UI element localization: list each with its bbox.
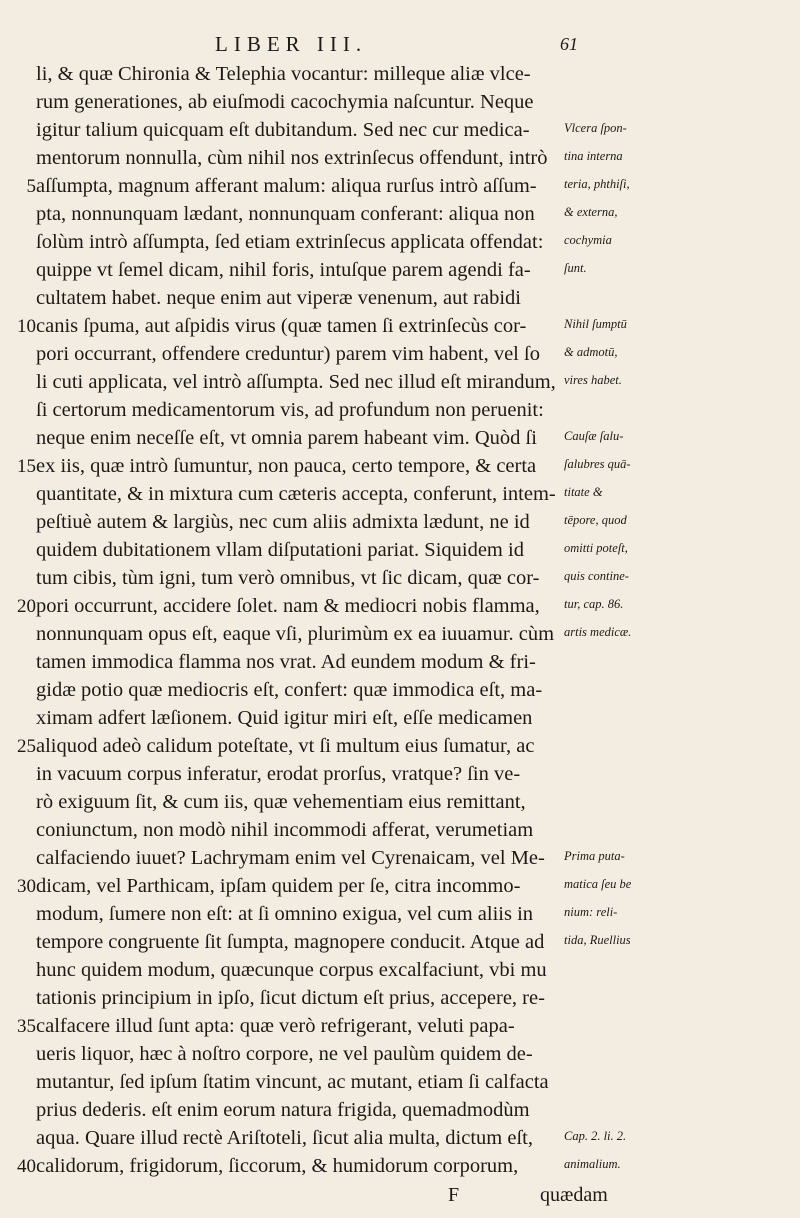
text-line (0, 930, 800, 954)
text-line (0, 510, 800, 534)
line-text: gidæ potio quæ mediocris eſt, confert: quæ immodica eſt, ma- (36, 679, 543, 701)
text-line (0, 1070, 800, 1094)
text-line (0, 118, 800, 142)
text-line (0, 62, 800, 86)
line-text: pori occurrant, offendere creduntur) parem vim habent, vel ſo (36, 343, 540, 365)
marginal-note: teria, phthiſi, (564, 177, 630, 191)
page-header (0, 32, 800, 60)
marginal-note: tur, cap. 86. (564, 597, 624, 611)
line-text: canis ſpuma, aut aſpidis virus (quæ tamen ſi extrinſecùs cor- (36, 315, 527, 337)
marginal-note: artis medicæ. (564, 625, 632, 639)
line-text: ueris liquor, hæc à noſtro corpore, ne vel paulùm quidem de- (36, 1043, 533, 1065)
text-line (0, 706, 800, 730)
line-text: tum cibis, tùm igni, tum verò omnibus, vt ſic dicam, quæ cor- (36, 567, 540, 589)
line-text: peſtiuè autem & largiùs, nec cum aliis admixta lædunt, ne id (36, 511, 530, 533)
text-line (0, 790, 800, 814)
line-text: calfaciendo iuuet? Lachrymam enim vel Cyrenaicam, vel Me- (36, 847, 545, 869)
line-text: ſi certorum medicamentorum vis, ad profundum non peruenit: (36, 399, 544, 421)
line-text: coniunctum, non modò nihil incommodi afferat, verumetiam (36, 819, 534, 841)
marginal-note: ſalubres quā- (564, 457, 631, 471)
marginal-note: Cauſæ ſalu- (564, 429, 624, 443)
text-line (0, 174, 800, 198)
text-line (0, 958, 800, 982)
line-number: 35 (17, 1016, 36, 1037)
line-text: quidem dubitationem vllam diſputationi pariat. Siquidem id (36, 539, 524, 561)
text-line (0, 874, 800, 898)
text-line (0, 1098, 800, 1122)
text-line (0, 230, 800, 254)
line-text: ſolùm intrò aſſumpta, ſed etiam extrinſecus applicata offendat: (36, 231, 544, 253)
line-text: igitur talium quicquam eſt dubitandum. Sed nec cur medica- (36, 119, 530, 141)
line-text: quantitate, & in mixtura cum cæteris accepta, conferunt, intem- (36, 483, 556, 505)
marginal-note: & admotū, (564, 345, 618, 359)
catchline (0, 1184, 800, 1210)
text-line (0, 1014, 800, 1038)
marginal-note: ſunt. (564, 261, 587, 275)
signature-mark: F (448, 1184, 460, 1206)
line-text: tamen immodica flamma nos vrat. Ad eundem modum & fri- (36, 651, 536, 673)
text-line (0, 1126, 800, 1150)
text-line (0, 594, 800, 618)
line-text: cultatem habet. neque enim aut viperæ venenum, aut rabidi (36, 287, 522, 309)
line-number: 10 (17, 316, 36, 337)
text-line (0, 454, 800, 478)
marginal-note: Prima puta- (564, 849, 625, 863)
line-text: li cuti applicata, vel intrò aſſumpta. Sed nec illud eſt mirandum, (36, 371, 556, 393)
line-text: li, & quæ Chironia & Telephia vocantur: milleque aliæ vlce- (36, 63, 531, 85)
marginal-note: tida, Ruellius (564, 933, 631, 947)
marginal-note: vires habet. (564, 373, 622, 387)
marginal-note: & externa, (564, 205, 618, 219)
marginal-note: matica ſeu be (564, 877, 632, 891)
line-text: neque enim neceſſe eſt, vt omnia parem habeant vim. Quòd ſi (36, 427, 537, 449)
text-line (0, 370, 800, 394)
text-line (0, 90, 800, 114)
text-line (0, 538, 800, 562)
text-line (0, 146, 800, 170)
line-text: nonnunquam opus eſt, eaque vſi, plurimùm ex ea iuuamur. cùm (36, 623, 555, 645)
marginal-note: Nihil ſumptū (564, 317, 627, 331)
line-text: pori occurrunt, accidere ſolet. nam & mediocri nobis flamma, (36, 595, 540, 617)
line-text: quippe vt ſemel dicam, nihil foris, intuſque parem agendi fa- (36, 259, 531, 281)
marginal-note: quis contine- (564, 569, 629, 583)
line-text: hunc quidem modum, quæcunque corpus excalfaciunt, vbi mu (36, 959, 547, 981)
text-line (0, 986, 800, 1010)
text-line (0, 650, 800, 674)
text-line (0, 314, 800, 338)
text-line (0, 482, 800, 506)
line-text: rò exiguum ſit, & cum iis, quæ vehementiam eius remittant, (36, 791, 526, 813)
marginal-note: Vlcera ſpon- (564, 121, 627, 135)
text-line (0, 622, 800, 646)
text-line (0, 566, 800, 590)
marginal-note: tina interna (564, 149, 623, 163)
line-text: modum, ſumere non eſt: at ſi omnino exigua, vel cum aliis in (36, 903, 534, 925)
line-text: ex iis, quæ intrò ſumuntur, non pauca, certo tempore, & certa (36, 455, 537, 477)
line-text: pta, nonnunquam lædant, nonnunquam conferant: aliqua non (36, 203, 535, 225)
text-line (0, 202, 800, 226)
line-number: 25 (17, 736, 36, 757)
running-head: LIBER III. (215, 32, 368, 56)
text-line (0, 286, 800, 310)
marginal-note: Cap. 2. li. 2. (564, 1129, 627, 1143)
line-text: calfacere illud ſunt apta: quæ verò refrigerant, veluti papa- (36, 1015, 515, 1037)
marginal-note: nium: reli- (564, 905, 618, 919)
marginal-note: cochymia (564, 233, 612, 247)
line-text: tationis principium in ipſo, ſicut dictum eſt prius, accepere, re- (36, 987, 545, 1009)
line-text: calidorum, frigidorum, ſiccorum, & humidorum corporum, (36, 1155, 519, 1177)
text-line (0, 1042, 800, 1066)
text-line (0, 762, 800, 786)
line-text: dicam, vel Parthicam, ipſam quidem per ſe, citra incommo- (36, 875, 521, 897)
text-line (0, 426, 800, 450)
text-line (0, 398, 800, 422)
line-text: aqua. Quare illud rectè Ariſtoteli, ſicut alia multa, dictum eſt, (36, 1127, 533, 1149)
text-line (0, 734, 800, 758)
line-text: prius dederis. eſt enim eorum natura frigida, quemadmodùm (36, 1099, 530, 1121)
line-text: in vacuum corpus inferatur, erodat prorſus, vratque? ſin ve- (36, 763, 521, 785)
line-number: 20 (17, 596, 36, 617)
text-line (0, 258, 800, 282)
text-line (0, 342, 800, 366)
text-line (0, 846, 800, 870)
marginal-note: tēpore, quod (564, 513, 627, 527)
text-line (0, 678, 800, 702)
text-line (0, 1154, 800, 1178)
line-text: mentorum nonnulla, cùm nihil nos extrinſecus offendunt, intrò (36, 147, 548, 169)
marginal-note: omitti poteſt, (564, 541, 628, 555)
text-line (0, 902, 800, 926)
line-text: tempore congruente ſit ſumpta, magnopere conducit. Atque ad (36, 931, 545, 953)
line-number: 40 (17, 1156, 36, 1177)
line-number: 15 (17, 456, 36, 477)
line-text: aſſumpta, magnum afferant malum: aliqua rurſus intrò aſſum- (36, 175, 537, 197)
catchword: quædam (540, 1184, 608, 1206)
marginal-note: animalium. (564, 1157, 621, 1171)
line-text: mutantur, ſed ipſum ſtatim vincunt, ac mutant, etiam ſi calfacta (36, 1071, 549, 1093)
line-text: aliquod adeò calidum poteſtate, vt ſi multum eius ſumatur, ac (36, 735, 535, 757)
text-line (0, 818, 800, 842)
folio-number: 61 (560, 34, 578, 54)
line-number: 5 (26, 176, 36, 197)
line-number: 30 (17, 876, 36, 897)
line-text: rum generationes, ab eiuſmodi cacochymia naſcuntur. Neque (36, 91, 534, 113)
line-text: ximam adfert læſionem. Quid igitur miri eſt, eſſe medicamen (36, 707, 533, 729)
marginal-note: titate & (564, 485, 603, 499)
